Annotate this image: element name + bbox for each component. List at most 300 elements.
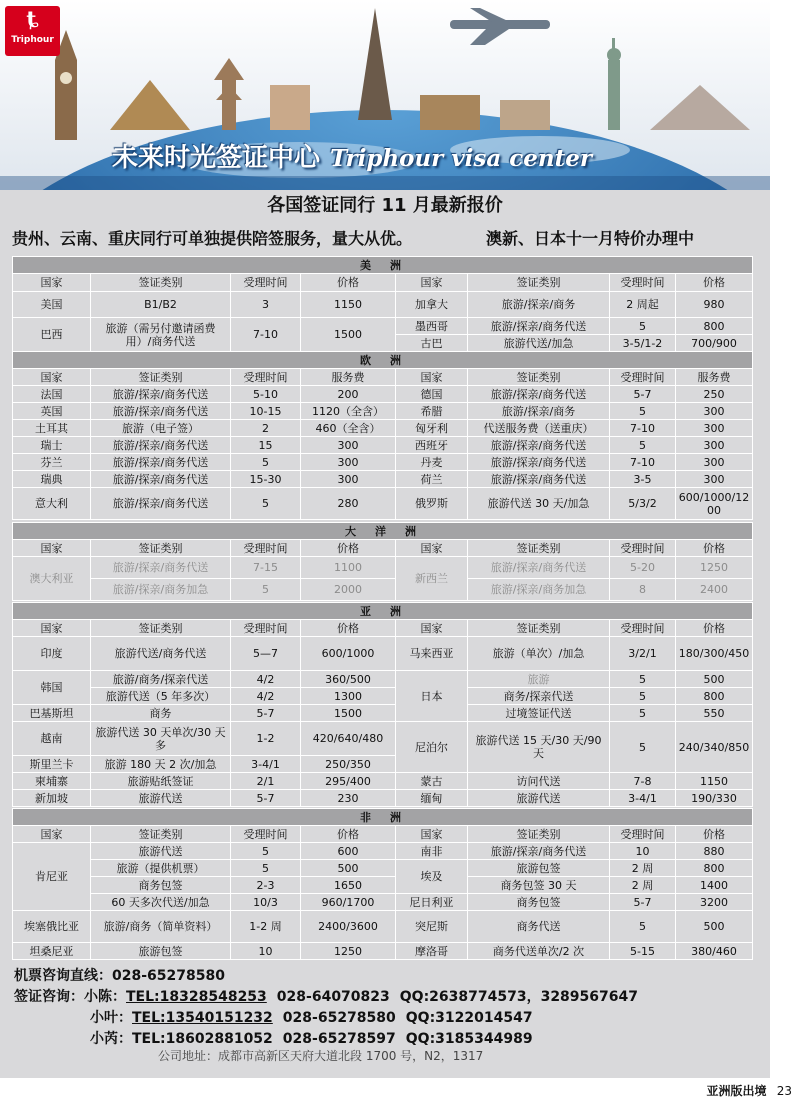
- table-cell: 190/330: [676, 790, 753, 807]
- table-cell: 200: [301, 386, 396, 403]
- table-cell: 280: [301, 488, 396, 520]
- contact-name: 小陈：: [84, 989, 126, 1005]
- col-header: 国家: [396, 620, 468, 637]
- table-row: [13, 471, 753, 488]
- table-cell: 8: [610, 579, 676, 601]
- table-row: [13, 386, 753, 403]
- table-cell: 460（全含）: [301, 420, 396, 437]
- table-cell: 960/1700: [301, 894, 396, 911]
- logo-text: Triphour: [11, 35, 54, 45]
- table-cell: 英国: [13, 403, 91, 420]
- col-header: 受理时间: [231, 620, 301, 637]
- table-cell: 2400/3600: [301, 911, 396, 943]
- table-row: [13, 773, 753, 790]
- table-cell: 尼日利亚: [396, 894, 468, 911]
- col-header: 价格: [676, 540, 753, 557]
- table-cell: 3: [231, 292, 301, 318]
- table-cell: 7-10: [610, 454, 676, 471]
- table-cell: 15: [231, 437, 301, 454]
- table-row: [13, 722, 753, 756]
- table-cell: 旅游代送 15 天/30 天/90 天: [468, 722, 610, 773]
- table-cell: 旅游/探亲/商务代送: [91, 403, 231, 420]
- table-cell: 旅游代送/商务代送: [91, 637, 231, 671]
- table-cell: 旅游/探亲/商务代送: [91, 386, 231, 403]
- table-cell: 访问代送: [468, 773, 610, 790]
- col-header: 签证类别: [91, 620, 231, 637]
- col-header: 国家: [396, 826, 468, 843]
- table-cell: 1400: [676, 877, 753, 894]
- table-row: [13, 637, 753, 671]
- col-header: 服务费: [301, 369, 396, 386]
- table-cell: 希腊: [396, 403, 468, 420]
- table-cell: 60 天多次代送/加急: [91, 894, 231, 911]
- table-cell: 摩洛哥: [396, 943, 468, 960]
- table-cell: 荷兰: [396, 471, 468, 488]
- contact-qq: QQ:2638774573，3289567647: [399, 989, 638, 1005]
- table-cell: 澳大利亚: [13, 557, 91, 601]
- table-cell: 旅游代送: [91, 843, 231, 860]
- contact-qq: QQ:3122014547: [405, 1010, 533, 1026]
- table-cell: 5: [231, 454, 301, 471]
- table-cell: 埃塞俄比亚: [13, 911, 91, 943]
- table-cell: 1500: [301, 705, 396, 722]
- table-cell: 旅游（需另付邀请函费用）/商务代送: [91, 318, 231, 352]
- col-header: 价格: [301, 620, 396, 637]
- table-row: [13, 943, 753, 960]
- table-cell: 旅游/探亲/商务代送: [468, 557, 610, 579]
- col-header: 签证类别: [91, 826, 231, 843]
- table-cell: 600: [301, 843, 396, 860]
- statue-of-liberty-icon: [607, 38, 621, 130]
- table-cell: 旅游/探亲/商务代送: [91, 557, 231, 579]
- table-cell: 西班牙: [396, 437, 468, 454]
- col-header: 国家: [13, 826, 91, 843]
- table-cell: 缅甸: [396, 790, 468, 807]
- table-cell: B1/B2: [91, 292, 231, 318]
- table-cell: 295/400: [301, 773, 396, 790]
- table-cell: 尼泊尔: [396, 722, 468, 773]
- table-cell: 旅游/探亲/商务加急: [468, 579, 610, 601]
- table-cell: 2 周: [610, 860, 676, 877]
- table-row: [13, 437, 753, 454]
- air-phone: 028-65278580: [112, 968, 225, 984]
- table-cell: 500: [676, 671, 753, 688]
- table-cell: 旅游/探亲/商务代送: [468, 471, 610, 488]
- banner-title-en: Triphour visa center: [330, 145, 592, 172]
- table-cell: 3200: [676, 894, 753, 911]
- col-header: 签证类别: [91, 274, 231, 292]
- table-cell: 蒙古: [396, 773, 468, 790]
- table-cell: 5: [610, 437, 676, 454]
- table-cell: 420/640/480: [301, 722, 396, 756]
- table-cell: 800: [676, 860, 753, 877]
- table-cell: 5-15: [610, 943, 676, 960]
- table-cell: 1-2: [231, 722, 301, 756]
- table-cell: 2: [231, 420, 301, 437]
- table-cell: 柬埔寨: [13, 773, 91, 790]
- table-cell: 5: [610, 688, 676, 705]
- table-cell: 旅游代送/加急: [468, 335, 610, 352]
- table-cell: 7-15: [231, 557, 301, 579]
- table-cell: 980: [676, 292, 753, 318]
- table-cell: 5-7: [231, 790, 301, 807]
- col-header: 价格: [301, 274, 396, 292]
- table-cell: 意大利: [13, 488, 91, 520]
- section-title: 欧 洲: [13, 352, 753, 369]
- col-header: 价格: [676, 826, 753, 843]
- table-cell: 4/2: [231, 671, 301, 688]
- table-cell: 商务代送: [468, 911, 610, 943]
- table-cell: 300: [301, 454, 396, 471]
- table-cell: 380/460: [676, 943, 753, 960]
- col-header: 签证类别: [468, 540, 610, 557]
- table-cell: 旅游代送 30 天/加急: [468, 488, 610, 520]
- header-row: [13, 274, 753, 292]
- table-cell: 240/340/850: [676, 722, 753, 773]
- col-header: 国家: [13, 274, 91, 292]
- section-title: 美 洲: [13, 257, 753, 274]
- header-row: [13, 540, 753, 557]
- col-header: 价格: [301, 540, 396, 557]
- page-number: 23: [776, 1084, 792, 1098]
- air-ticket-line: [14, 966, 638, 987]
- table-cell: 德国: [396, 386, 468, 403]
- table-cell: 新加坡: [13, 790, 91, 807]
- table-cell: 180/300/450: [676, 637, 753, 671]
- col-header: 国家: [13, 369, 91, 386]
- table-cell: 旅游: [468, 671, 610, 688]
- table-cell: 旅游/探亲/商务代送: [91, 471, 231, 488]
- table-cell: 2 周起: [610, 292, 676, 318]
- table-cell: 瑞士: [13, 437, 91, 454]
- table-row: [13, 705, 753, 722]
- table-cell: 800: [676, 688, 753, 705]
- table-cell: 新西兰: [396, 557, 468, 601]
- col-header: 服务费: [676, 369, 753, 386]
- table-cell: 500: [676, 911, 753, 943]
- contact-line-1: [14, 987, 638, 1008]
- table-cell: 5: [610, 403, 676, 420]
- table-cell: 360/500: [301, 671, 396, 688]
- table-cell: 旅游/探亲/商务: [468, 292, 610, 318]
- table-cell: 5: [231, 860, 301, 877]
- subheading-left: 贵州、云南、重庆同行可单独提供陪签服务，量大从优。: [12, 229, 413, 248]
- table-cell: 3-5: [610, 471, 676, 488]
- contact-name: 小叶：: [90, 1010, 132, 1026]
- table-cell: 旅游/探亲/商务代送: [91, 454, 231, 471]
- table-cell: 土耳其: [13, 420, 91, 437]
- table-cell: 5: [610, 671, 676, 688]
- col-header: 受理时间: [610, 620, 676, 637]
- table-cell: 1250: [301, 943, 396, 960]
- table-cell: 10-15: [231, 403, 301, 420]
- table-cell: 南非: [396, 843, 468, 860]
- table-cell: 旅游（电子签）: [91, 420, 231, 437]
- table-cell: 古巴: [396, 335, 468, 352]
- table-cell: 5: [610, 318, 676, 335]
- table-cell: 5-7: [610, 894, 676, 911]
- col-header: 受理时间: [231, 274, 301, 292]
- table-cell: 1150: [676, 773, 753, 790]
- table-cell: 1250: [676, 557, 753, 579]
- table-cell: 5: [231, 843, 301, 860]
- section-title: 非 洲: [13, 809, 753, 826]
- contact-tel: TEL:18602881052: [132, 1031, 273, 1047]
- table-cell: 印度: [13, 637, 91, 671]
- table-cell: 2000: [301, 579, 396, 601]
- table-cell: 丹麦: [396, 454, 468, 471]
- table-cell: 300: [676, 471, 753, 488]
- contact-line-2: [14, 1008, 638, 1029]
- col-header: 签证类别: [468, 620, 610, 637]
- table-cell: 5: [610, 705, 676, 722]
- table-cell: 300: [301, 471, 396, 488]
- table-cell: 法国: [13, 386, 91, 403]
- table-cell: 坦桑尼亚: [13, 943, 91, 960]
- company-address: 公司地址：成都市高新区天府大道北段 1700 号，N2，1317: [158, 1049, 484, 1063]
- table-cell: 代送服务费（送重庆）: [468, 420, 610, 437]
- table-cell: 600/1000/1200: [676, 488, 753, 520]
- americas-table: [12, 256, 753, 352]
- table-cell: 斯里兰卡: [13, 756, 91, 773]
- col-header: 受理时间: [610, 540, 676, 557]
- table-cell: 旅游/商务（简单资料）: [91, 911, 231, 943]
- table-cell: 5: [231, 488, 301, 520]
- col-header: 签证类别: [91, 369, 231, 386]
- table-cell: 旅游包签: [91, 943, 231, 960]
- table-cell: 5-7: [231, 705, 301, 722]
- table-cell: 250: [676, 386, 753, 403]
- page-footer: [707, 1082, 792, 1099]
- table-cell: 3-4/1: [231, 756, 301, 773]
- table-cell: 5-7: [610, 386, 676, 403]
- table-row: [13, 860, 753, 877]
- table-cell: 马来西亚: [396, 637, 468, 671]
- col-header: 国家: [396, 540, 468, 557]
- table-cell: 5/3/2: [610, 488, 676, 520]
- magazine-label: 亚洲版出境: [706, 1084, 767, 1098]
- col-header: 受理时间: [610, 826, 676, 843]
- table-row: [13, 877, 753, 894]
- col-header: 价格: [301, 826, 396, 843]
- table-cell: 1150: [301, 292, 396, 318]
- table-cell: 旅游代送（5 年多次）: [91, 688, 231, 705]
- col-header: 价格: [676, 274, 753, 292]
- col-header: 国家: [396, 369, 468, 386]
- table-cell: 埃及: [396, 860, 468, 894]
- table-cell: 旅游/探亲/商务代送: [468, 318, 610, 335]
- table-row: [13, 557, 753, 579]
- banner: [0, 0, 770, 190]
- table-cell: 230: [301, 790, 396, 807]
- table-cell: 10/3: [231, 894, 301, 911]
- table-cell: 商务包签: [91, 877, 231, 894]
- table-row: [13, 688, 753, 705]
- table-cell: 商务: [91, 705, 231, 722]
- table-cell: 墨西哥: [396, 318, 468, 335]
- table-cell: 7-10: [231, 318, 301, 352]
- table-cell: 7-10: [610, 420, 676, 437]
- table-cell: 旅游（单次）/加急: [468, 637, 610, 671]
- col-header: 签证类别: [468, 274, 610, 292]
- table-cell: 880: [676, 843, 753, 860]
- table-cell: 300: [676, 403, 753, 420]
- table-cell: 商务/探亲代送: [468, 688, 610, 705]
- table-cell: 250/350: [301, 756, 396, 773]
- table-cell: 5-10: [231, 386, 301, 403]
- banner-title: [112, 138, 672, 178]
- table-cell: 商务代送单次/2 次: [468, 943, 610, 960]
- table-cell: 700/900: [676, 335, 753, 352]
- table-cell: 巴基斯坦: [13, 705, 91, 722]
- contact-landline: 028-65278597: [282, 1031, 396, 1047]
- table-row: [13, 843, 753, 860]
- table-cell: 旅游/探亲/商务: [468, 403, 610, 420]
- contact-qq: QQ:3185344989: [405, 1031, 533, 1047]
- page-heading: 各国签证同行 11 月最新报价: [267, 195, 503, 216]
- table-cell: 巴西: [13, 318, 91, 352]
- table-row: [13, 454, 753, 471]
- table-cell: 加拿大: [396, 292, 468, 318]
- air-label: 机票咨询直线：: [14, 968, 112, 984]
- table-cell: 1650: [301, 877, 396, 894]
- table-cell: 5—7: [231, 637, 301, 671]
- col-header: 签证类别: [468, 369, 610, 386]
- table-cell: 旅游代送 30 天单次/30 天多: [91, 722, 231, 756]
- table-cell: 旅游代送: [91, 790, 231, 807]
- table-row: [13, 894, 753, 911]
- table-row: [13, 790, 753, 807]
- table-cell: 1100: [301, 557, 396, 579]
- table-cell: 1500: [301, 318, 396, 352]
- table-row: [13, 292, 753, 318]
- taj-mahal-icon: [270, 85, 310, 130]
- table-cell: 2-3: [231, 877, 301, 894]
- table-cell: 2/1: [231, 773, 301, 790]
- table-cell: 15-30: [231, 471, 301, 488]
- table-cell: 旅游/商务/探亲代送: [91, 671, 231, 688]
- contact-name: 小芮：: [90, 1031, 132, 1047]
- table-cell: 过境签证代送: [468, 705, 610, 722]
- table-cell: 2400: [676, 579, 753, 601]
- table-cell: 旅游 180 天 2 次/加急: [91, 756, 231, 773]
- africa-table: [12, 808, 753, 960]
- table-cell: 旅游代送: [468, 790, 610, 807]
- subheading-right: 澳新、日本十一月特价办理中: [486, 229, 695, 248]
- table-cell: 300: [301, 437, 396, 454]
- col-header: 签证类别: [91, 540, 231, 557]
- table-cell: 韩国: [13, 671, 91, 705]
- table-cell: 旅游/探亲/商务代送: [468, 454, 610, 471]
- table-cell: 旅游/探亲/商务加急: [91, 579, 231, 601]
- table-row: [13, 911, 753, 943]
- section-title: 大 洋 洲: [13, 523, 753, 540]
- table-cell: 旅游/探亲/商务代送: [468, 386, 610, 403]
- col-header: 受理时间: [610, 369, 676, 386]
- contact-landline: 028-65278580: [282, 1010, 396, 1026]
- table-cell: 旅游贴纸签证: [91, 773, 231, 790]
- arc-icon: [420, 95, 480, 130]
- header-row: [13, 369, 753, 386]
- table-cell: 美国: [13, 292, 91, 318]
- table-cell: 俄罗斯: [396, 488, 468, 520]
- table-cell: 1300: [301, 688, 396, 705]
- table-cell: 旅游/探亲/商务代送: [91, 437, 231, 454]
- contact-tel: TEL:13540151232: [132, 1010, 273, 1026]
- col-header: 受理时间: [231, 540, 301, 557]
- col-header: 受理时间: [231, 369, 301, 386]
- temple-icon: [500, 100, 550, 130]
- table-cell: 800: [676, 318, 753, 335]
- table-cell: 7-8: [610, 773, 676, 790]
- table-cell: 10: [610, 843, 676, 860]
- table-row: [13, 318, 753, 335]
- contact-landline: 028-64070823: [276, 989, 390, 1005]
- section-title: 亚 洲: [13, 603, 753, 620]
- table-cell: 5: [231, 579, 301, 601]
- table-row: [13, 671, 753, 688]
- table-cell: 4/2: [231, 688, 301, 705]
- col-header: 价格: [676, 620, 753, 637]
- header-row: [13, 826, 753, 843]
- table-cell: 300: [676, 420, 753, 437]
- table-cell: 越南: [13, 722, 91, 756]
- header-row: [13, 620, 753, 637]
- table-cell: 瑞典: [13, 471, 91, 488]
- table-cell: 300: [676, 437, 753, 454]
- table-cell: 旅游/探亲/商务代送: [91, 488, 231, 520]
- table-cell: 日本: [396, 671, 468, 722]
- oceania-table: [12, 522, 753, 601]
- table-cell: 匈牙利: [396, 420, 468, 437]
- table-row: [13, 403, 753, 420]
- table-cell: 旅游/探亲/商务代送: [468, 437, 610, 454]
- table-cell: 500: [301, 860, 396, 877]
- table-cell: 商务包签 30 天: [468, 877, 610, 894]
- table-cell: 旅游/探亲/商务代送: [468, 843, 610, 860]
- table-cell: 3-5/1-2: [610, 335, 676, 352]
- table-cell: 芬兰: [13, 454, 91, 471]
- col-header: 国家: [396, 274, 468, 292]
- table-cell: 2 周: [610, 877, 676, 894]
- triphour-logo: [5, 6, 60, 56]
- table-cell: 5: [610, 722, 676, 773]
- table-cell: 1-2 周: [231, 911, 301, 943]
- table-row: [13, 488, 753, 520]
- table-cell: 10: [231, 943, 301, 960]
- table-cell: 旅游包签: [468, 860, 610, 877]
- col-header: 受理时间: [610, 274, 676, 292]
- contact-block: [14, 966, 638, 1050]
- col-header: 国家: [13, 620, 91, 637]
- table-cell: 3-4/1: [610, 790, 676, 807]
- table-cell: 突尼斯: [396, 911, 468, 943]
- logo-glyph: ȶ: [26, 7, 39, 33]
- table-cell: 5-20: [610, 557, 676, 579]
- table-cell: 5: [610, 911, 676, 943]
- col-header: 签证类别: [468, 826, 610, 843]
- asia-table: [12, 602, 753, 807]
- table-cell: 商务包签: [468, 894, 610, 911]
- visa-label: 签证咨询：: [14, 989, 84, 1005]
- col-header: 国家: [13, 540, 91, 557]
- table-cell: 旅游（提供机票）: [91, 860, 231, 877]
- table-cell: 300: [676, 454, 753, 471]
- table-row: [13, 579, 753, 601]
- table-row: [13, 420, 753, 437]
- col-header: 受理时间: [231, 826, 301, 843]
- europe-table: [12, 351, 753, 520]
